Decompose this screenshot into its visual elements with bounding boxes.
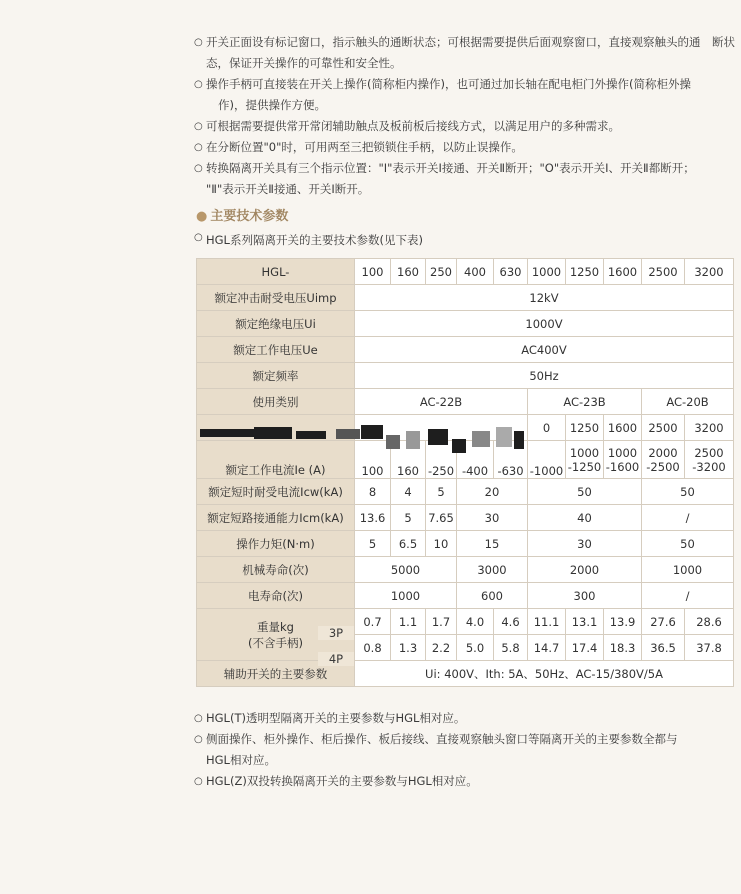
value-cell: 2000 — [528, 557, 642, 583]
value-cell: 50 — [642, 479, 734, 505]
value-cell: 2500 -3200 — [685, 441, 734, 479]
value-cell: 1000 — [642, 557, 734, 583]
model-cell: 630 — [494, 259, 528, 285]
row-label: 额定频率 — [197, 363, 355, 389]
value-cell: 1000 -1250 — [566, 441, 604, 479]
footer-notes — [194, 708, 739, 792]
row-label: 额定冲击耐受电压Uimp — [197, 285, 355, 311]
row-label: 操作力矩(N·m) — [197, 531, 355, 557]
value-cell: 0.8 — [355, 635, 391, 661]
row-label: 额定短时耐受电流Icw(kA) — [197, 479, 355, 505]
category-cell: AC-23B — [528, 389, 642, 415]
table-row — [197, 363, 734, 389]
value-cell: 13.6 — [355, 505, 391, 531]
value-cell: 18.3 — [604, 635, 642, 661]
table-row — [197, 479, 734, 505]
model-cell: 1600 — [604, 259, 642, 285]
value-cell: 1600 — [604, 415, 642, 441]
category-cell: AC-22B — [355, 389, 528, 415]
value-cell: 5 — [391, 505, 426, 531]
feature-item: ○ 在分断位置"0"时，可用两至三把锁锁住手柄，以防止误操作。 — [194, 137, 739, 158]
row-label: 电寿命(次) — [197, 583, 355, 609]
value-cell: 5.0 — [457, 635, 494, 661]
table-row — [197, 259, 734, 285]
value-cell: 6.5 — [391, 531, 426, 557]
feature-item: ○ 可根据需要提供常开常闭辅助触点及板前板后接线方式，以满足用户的多种需求。 — [194, 116, 739, 137]
note-item: ○ HGL(T)透明型隔离开关的主要参数与HGL相对应。 — [194, 708, 739, 729]
weight-3p-label: 3P — [318, 626, 354, 640]
table-row — [197, 311, 734, 337]
spec-table — [196, 258, 734, 687]
section-title: ● 主要技术参数 — [196, 209, 289, 224]
value-cell: 30 — [528, 531, 642, 557]
redaction-overlay — [196, 425, 556, 463]
value-cell: 12kV — [355, 285, 734, 311]
value-cell: 37.8 — [685, 635, 734, 661]
row-label: 重量kg (不含手柄) — [197, 609, 355, 661]
row-label: 额定工作电流Ie (A) — [197, 441, 355, 479]
note-item: ○ HGL(Z)双投转换隔离开关的主要参数与HGL相对应。 — [194, 771, 739, 792]
value-cell: 4 — [391, 479, 426, 505]
value-cell: 2500 — [642, 415, 685, 441]
value-cell: 1.1 — [391, 609, 426, 635]
value-cell: 8 — [355, 479, 391, 505]
table-row — [197, 583, 734, 609]
value-cell: 5 — [426, 479, 457, 505]
value-cell: 2.2 — [426, 635, 457, 661]
table-row — [197, 609, 734, 635]
value-cell: 15 — [457, 531, 528, 557]
value-cell: -630 — [494, 441, 528, 479]
value-cell: 10 — [426, 531, 457, 557]
model-cell: 160 — [391, 259, 426, 285]
model-cell: 1000 — [528, 259, 566, 285]
value-cell: 50 — [642, 531, 734, 557]
value-cell: 14.7 — [528, 635, 566, 661]
value-cell: 2000 -2500 — [642, 441, 685, 479]
value-cell: 13.9 — [604, 609, 642, 635]
value-cell: -250 — [426, 441, 457, 479]
table-caption: ○ HGL系列隔离开关的主要技术参数(见下表) — [194, 232, 423, 248]
bullet-dot-icon: ● — [196, 209, 208, 224]
weight-4p-label: 4P — [318, 652, 354, 666]
value-cell: 50 — [528, 479, 642, 505]
value-cell: 27.6 — [642, 609, 685, 635]
value-cell: 100 — [355, 441, 391, 479]
value-cell: 50Hz — [355, 363, 734, 389]
value-cell: 1000V — [355, 311, 734, 337]
value-cell: Ui: 400V、Ith: 5A、50Hz、AC-15/380V/5A — [355, 661, 734, 687]
value-cell: 11.1 — [528, 609, 566, 635]
value-cell: 5.8 — [494, 635, 528, 661]
table-row — [197, 661, 734, 687]
table-row — [197, 285, 734, 311]
feature-item: ○ 操作手柄可直接装在开关上操作(简称柜内操作)，也可通过加长轴在配电柜门外操作(简称柜外操 作)，提供操作方便。 — [194, 74, 739, 116]
value-cell: 3000 — [457, 557, 528, 583]
value-cell: -400 — [457, 441, 494, 479]
value-cell: 600 — [457, 583, 528, 609]
row-label: 辅助开关的主要参数 — [197, 661, 355, 687]
note-item: ○ 侧面操作、柜外操作、柜后操作、板后接线、直接观察触头窗口等隔离开关的主要参数全都与 HGL相对应。 — [194, 729, 739, 771]
feature-list — [194, 32, 739, 200]
table-row — [197, 531, 734, 557]
value-cell: 5000 — [355, 557, 457, 583]
model-cell: 1250 — [566, 259, 604, 285]
row-label: 使用类别 — [197, 389, 355, 415]
value-cell: 17.4 — [566, 635, 604, 661]
value-cell: 160 — [391, 441, 426, 479]
value-cell: 28.6 — [685, 609, 734, 635]
value-cell: -1000 — [528, 441, 566, 479]
value-cell: 5 — [355, 531, 391, 557]
model-cell: 3200 — [685, 259, 734, 285]
value-cell: / — [642, 505, 734, 531]
feature-item: ○ 开关正面设有标记窗口，指示触头的通断状态；可根据需要提供后面观察窗口，直接观察触头的通 断状 态，保证开关操作的可靠性和安全性。 — [194, 32, 739, 74]
feature-item: ○ 转换隔离开关具有三个指示位置："Ⅰ"表示开关Ⅰ接通、开关Ⅱ断开；"O"表示开关Ⅰ、开关Ⅱ都断开； "Ⅱ"表示开关Ⅱ接通、开关Ⅰ断开。 — [194, 158, 739, 200]
table-row — [197, 389, 734, 415]
value-cell: 13.1 — [566, 609, 604, 635]
model-cell: 250 — [426, 259, 457, 285]
value-cell: 20 — [457, 479, 528, 505]
table-row — [197, 557, 734, 583]
value-cell: 4.0 — [457, 609, 494, 635]
value-cell: 1000 — [355, 583, 457, 609]
row-label: 机械寿命(次) — [197, 557, 355, 583]
model-cell: 100 — [355, 259, 391, 285]
value-cell: 0.7 — [355, 609, 391, 635]
value-cell: 0 — [528, 415, 566, 441]
row-label: 额定短路接通能力Icm(kA) — [197, 505, 355, 531]
value-cell: 36.5 — [642, 635, 685, 661]
table-row — [197, 337, 734, 363]
row-label: 额定绝缘电压Ui — [197, 311, 355, 337]
value-cell: / — [642, 583, 734, 609]
model-cell: 400 — [457, 259, 494, 285]
category-cell: AC-20B — [642, 389, 734, 415]
value-cell: 30 — [457, 505, 528, 531]
value-cell: 1250 — [566, 415, 604, 441]
row-label: 额定工作电压Ue — [197, 337, 355, 363]
value-cell: AC400V — [355, 337, 734, 363]
table-row — [197, 505, 734, 531]
value-cell: 40 — [528, 505, 642, 531]
value-cell: 1000 -1600 — [604, 441, 642, 479]
value-cell: 7.65 — [426, 505, 457, 531]
value-cell: 4.6 — [494, 609, 528, 635]
model-cell: 2500 — [642, 259, 685, 285]
value-cell: 300 — [528, 583, 642, 609]
value-cell: 1.7 — [426, 609, 457, 635]
row-label: HGL- — [197, 259, 355, 285]
value-cell: 1.3 — [391, 635, 426, 661]
value-cell: 3200 — [685, 415, 734, 441]
